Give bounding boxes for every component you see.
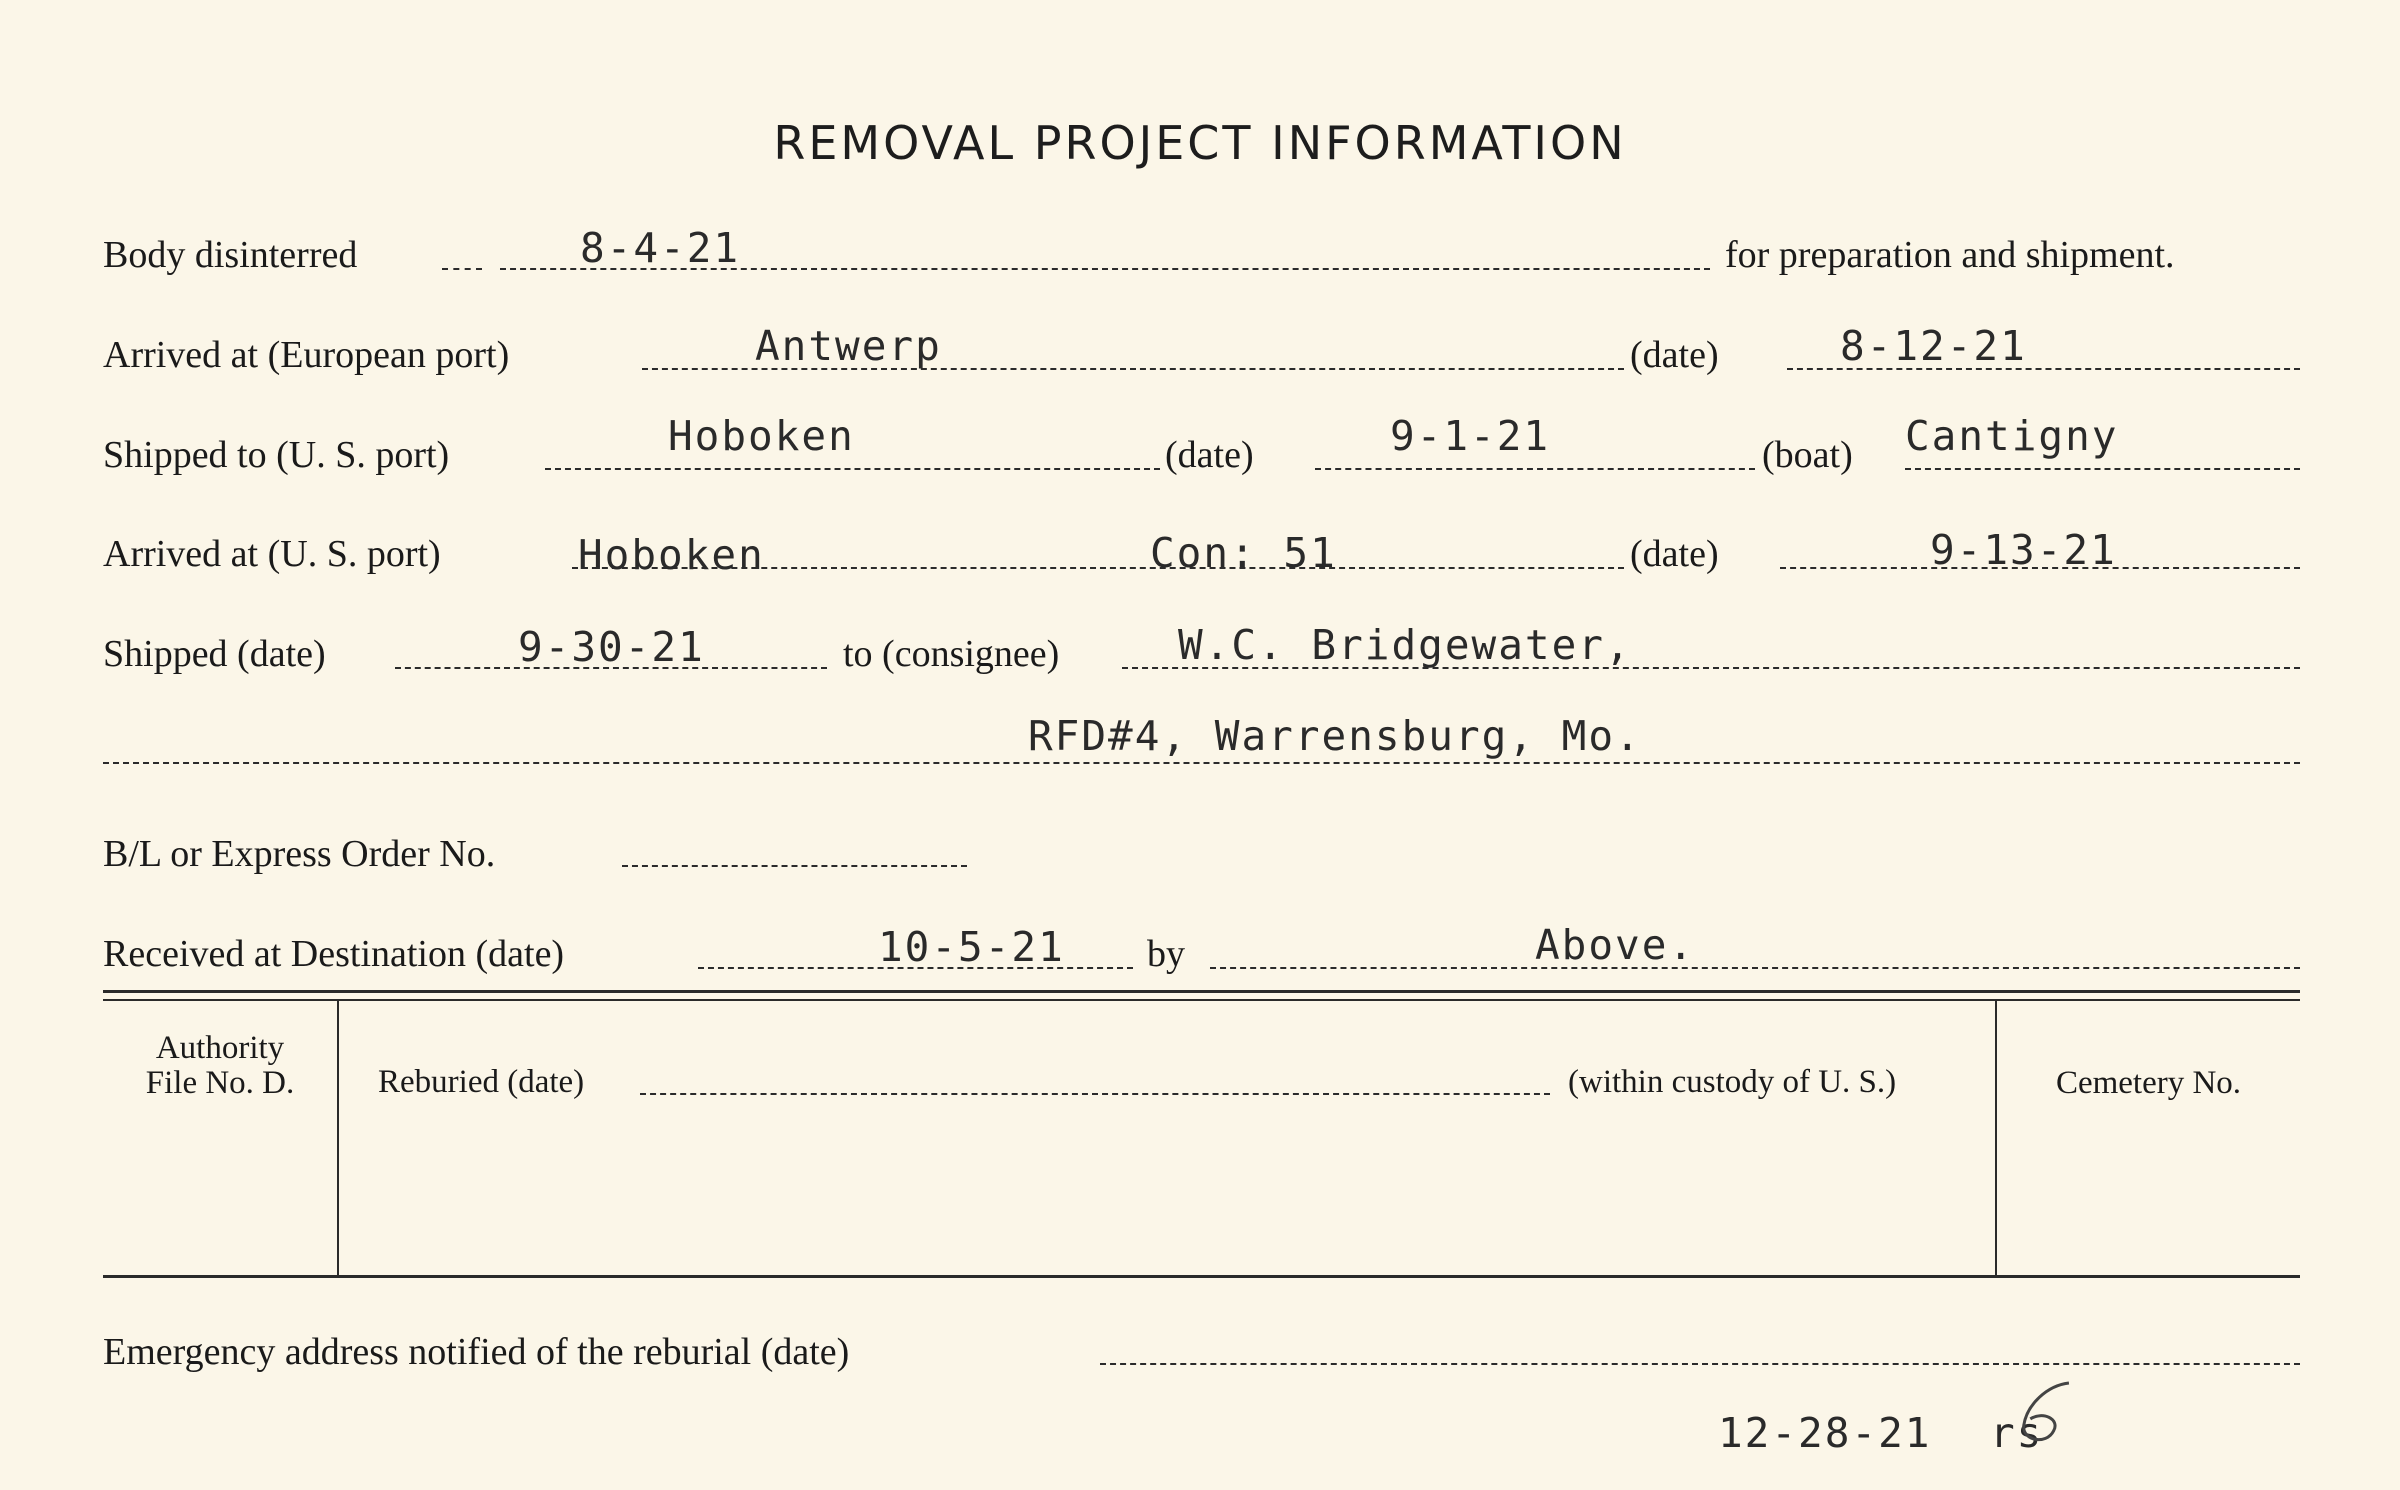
- bl-express-line: [622, 865, 967, 867]
- table-top-rule-1: [103, 990, 2300, 993]
- us-port-shipped-value: Hoboken: [668, 412, 855, 460]
- label-received-destination: Received at Destination (date): [103, 933, 565, 975]
- label-boat: (boat): [1762, 434, 1853, 476]
- european-arrival-date-value: 8-12-21: [1840, 322, 2027, 370]
- label-authority-line2: File No. D.: [145, 1065, 295, 1101]
- shipped-date-line: [1315, 468, 1755, 470]
- label-date-3: (date): [1630, 533, 1719, 575]
- table-top-rule-2: [103, 999, 2300, 1001]
- shipped-consignee-date-value: 9-30-21: [518, 623, 705, 671]
- label-for-preparation: for preparation and shipment.: [1725, 234, 2175, 276]
- received-by-value: Above.: [1535, 921, 1696, 969]
- label-bl-express: B/L or Express Order No.: [103, 833, 496, 875]
- received-by-line: [1210, 967, 2300, 969]
- label-within-custody: (within custody of U. S.): [1568, 1064, 1897, 1100]
- label-by: by: [1147, 933, 1185, 975]
- consignee-name-value: W.C. Bridgewater,: [1178, 621, 1632, 669]
- handwritten-mark-icon: [2001, 1365, 2090, 1475]
- label-authority-line1: Authority: [155, 1030, 285, 1066]
- table-divider-right: [1995, 1001, 1997, 1275]
- field-line: [442, 268, 482, 270]
- disinterred-date-value: 8-4-21: [580, 224, 741, 272]
- label-arrived-us: Arrived at (U. S. port): [103, 533, 441, 575]
- label-shipped-to-us: Shipped to (U. S. port): [103, 434, 450, 476]
- emergency-line: [1100, 1363, 2300, 1365]
- label-shipped-date: Shipped (date): [103, 633, 326, 675]
- boat-line: [1905, 468, 2300, 470]
- us-arrival-date-value: 9-13-21: [1930, 526, 2117, 574]
- us-port-shipped-line: [545, 468, 1160, 470]
- card-title: REMOVAL PROJECT INFORMATION: [773, 116, 1627, 170]
- label-date-1: (date): [1630, 334, 1719, 376]
- footer-stamp-date: 12-28-21: [1718, 1409, 1932, 1457]
- table-divider-left: [337, 1001, 339, 1275]
- shipped-date-value: 9-1-21: [1390, 412, 1551, 460]
- label-date-2: (date): [1165, 434, 1254, 476]
- label-reburied: Reburied (date): [378, 1064, 585, 1100]
- boat-value: Cantigny: [1905, 412, 2119, 460]
- label-emergency: Emergency address notified of the reburial (date): [103, 1331, 850, 1373]
- label-arrived-european: Arrived at (European port): [103, 334, 510, 376]
- con-value: Con: 51: [1150, 529, 1337, 577]
- label-body-disinterred: Body disinterred: [103, 234, 358, 276]
- footer-initials: rs: [1990, 1409, 2044, 1457]
- european-port-value: Antwerp: [755, 322, 942, 370]
- table-bottom-rule: [103, 1275, 2300, 1278]
- received-date-value: 10-5-21: [878, 923, 1065, 971]
- label-cemetery-no: Cemetery No.: [2055, 1065, 2242, 1101]
- consignee-address-value: RFD#4, Warrensburg, Mo.: [1028, 712, 1642, 760]
- consignee-address-line: [103, 762, 2300, 764]
- reburied-line: [640, 1093, 1550, 1095]
- label-to-consignee: to (consignee): [843, 633, 1060, 675]
- us-port-arrived-value: Hoboken: [578, 531, 765, 579]
